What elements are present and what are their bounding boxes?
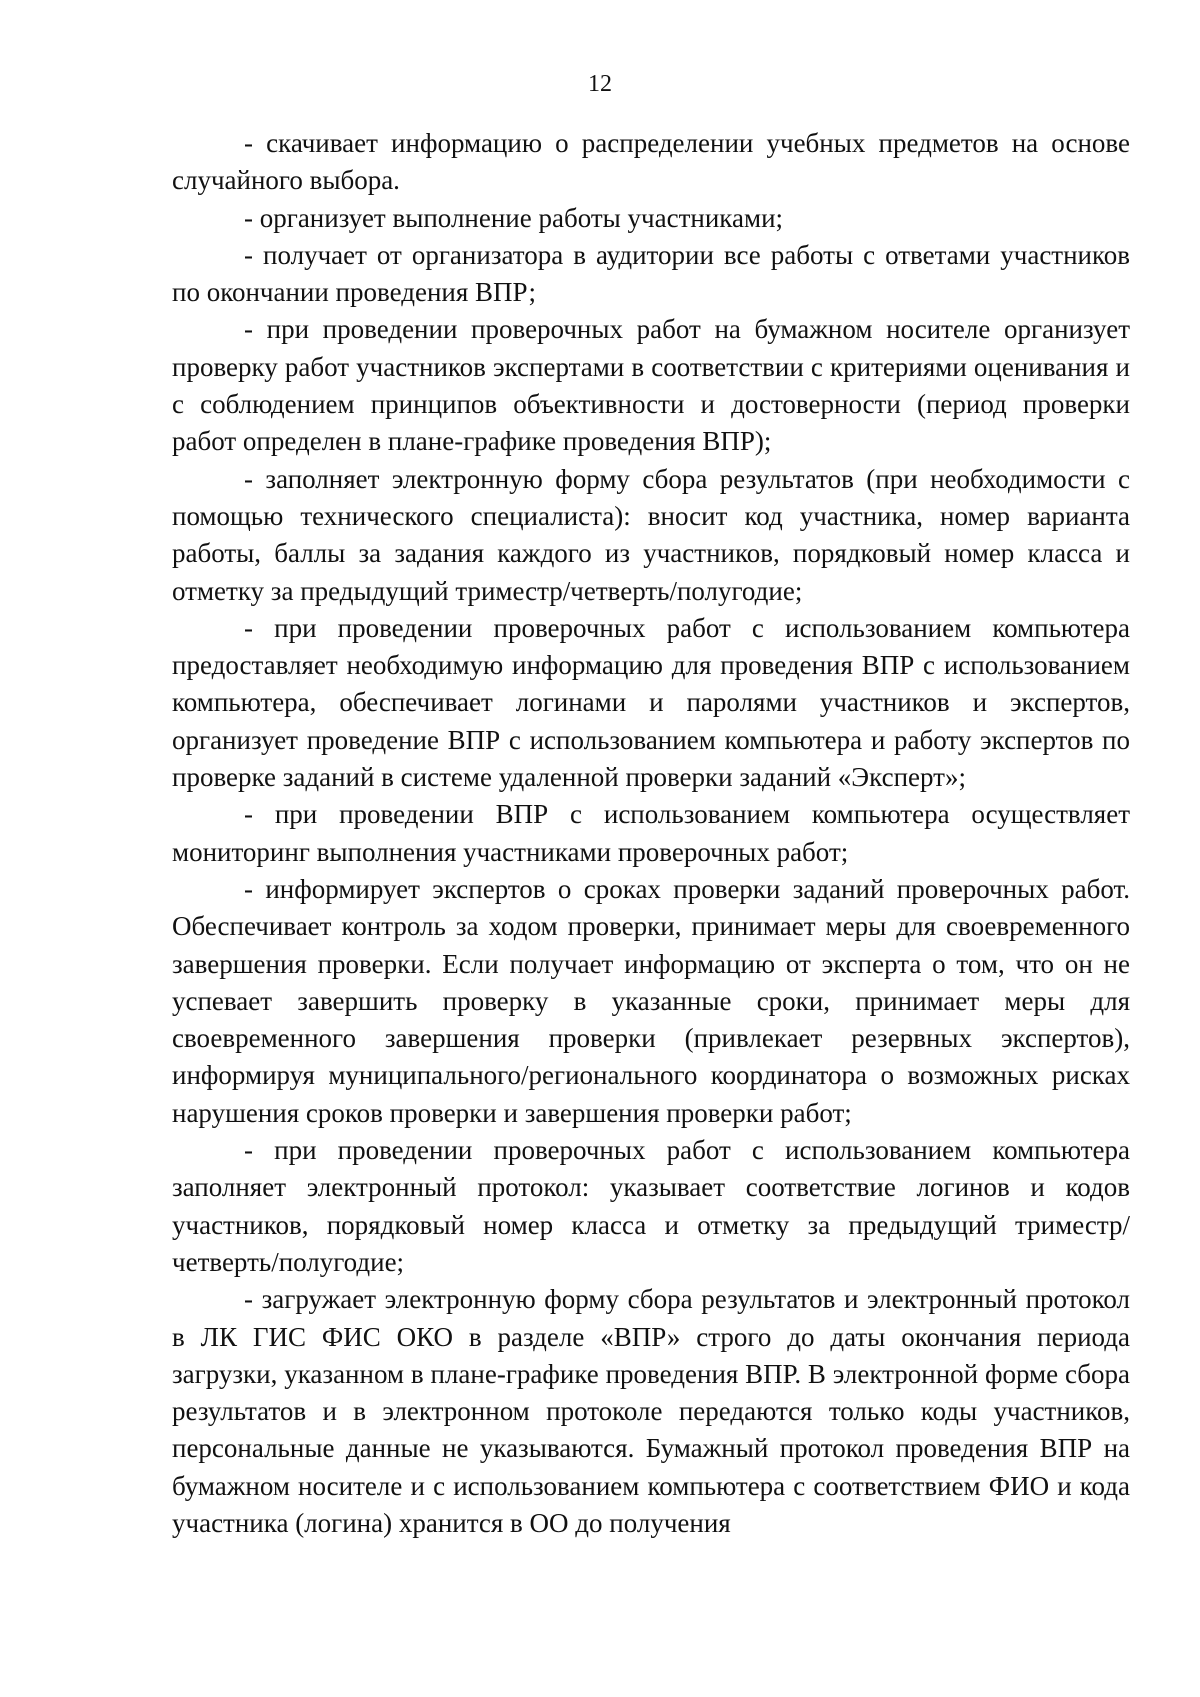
paragraph-inform-experts: - информирует экспертов о сроках проверки заданий проверочных работ. Обеспечивает контроль за ходом проверки, принимает меры для своевременного завершения проверки. Если получает информацию от эксперта о том, что он не успевает завершить проверку в указанные сроки, принимает меры для своевременного завершения проверки (привлекает резервных экспертов), информируя муниципального/регионального координатора о возможных рисках нарушения сроков проверки и завершения проверки работ;	[172, 873, 1130, 1128]
paragraph-fill-results-form: - заполняет электронную форму сбора результатов (при необходимости с помощью технического специалиста): вносит код участника, номер варианта работы, баллы за задания каждого из участников, порядковый номер класса и отметку за предыдущий триместр/четверть/полугодие;	[172, 463, 1130, 606]
document-body	[172, 125, 1130, 1542]
paragraph-receive-works: - получает от организатора в аудитории все работы с ответами участников по окончании проведения ВПР;	[172, 239, 1130, 308]
paragraph-organize-work: - организует выполнение работы участниками;	[244, 202, 784, 233]
paragraph-download-subject-distribution: - скачивает информацию о распределении учебных предметов на основе случайного выбора.	[172, 128, 1130, 196]
paragraph-computer-info: - при проведении проверочных работ с использованием компьютера предоставляет необходимую информацию для проведения ВПР с использованием компьютера, обеспечивает логинами и паролями участников и экспертов, организует проведение ВПР с использованием компьютера и работу экспертов по проверке заданий в системе удаленной проверки заданий «Эксперт»;	[172, 612, 1130, 793]
paragraph-upload-results: - загружает электронную форму сбора результатов и электронный протокол в ЛК ГИС ФИС ОКО в разделе «ВПР» строго до даты окончания периода загрузки, указанном в плане-графике проведения ВПР. В электронной форме сбора результатов и в электронном протоколе передаются только коды участников, персональные данные не указываются. Бумажный протокол проведения ВПР на бумажном носителе и с использованием компьютера с соответствием ФИО и кода участника (логина) хранится в ОО до получения	[172, 1284, 1130, 1538]
paragraph-electronic-protocol: - при проведении проверочных работ с использованием компьютера заполняет электронный протокол: указывает соответствие логинов и кодов участников, порядковый номер класса и отметку за предыдущий триместр/четверть/полугодие;	[172, 1135, 1130, 1277]
paragraph-paper-checking: - при проведении проверочных работ на бумажном носителе организует проверку работ участников экспертами в соответствии с критериями оценивания и с соблюдением принципов объективности и достоверности (период проверки работ определен в плане-графике проведения ВПР);	[172, 314, 1130, 457]
paragraph-monitoring: - при проведении ВПР с использованием компьютера осуществляет мониторинг выполнения участниками проверочных работ;	[172, 799, 1130, 867]
page-number: 12	[588, 71, 612, 97]
